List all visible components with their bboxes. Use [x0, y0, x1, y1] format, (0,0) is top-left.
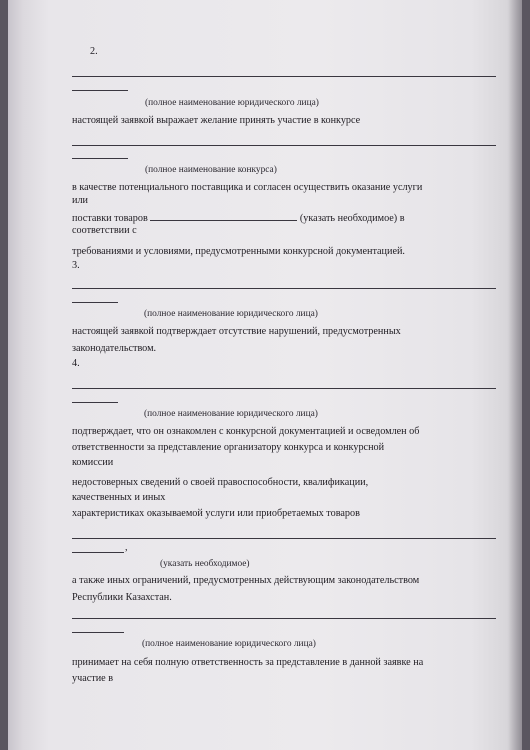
paragraph-2-line-4 [72, 211, 405, 225]
scanned-form-page [8, 0, 522, 750]
goods-supply-label: поставки товаров [72, 213, 148, 224]
caption-contest-name: (полное наименование конкурса) [145, 165, 277, 175]
paragraph-4-line-6: характеристиках оказываемой услуги или приобретаемых товаров [72, 508, 360, 519]
paragraph-5-line-1: принимает на себя полную ответственность за представление в данной заявке на [72, 657, 424, 668]
caption-entity-name-5: (полное наименование юридического лица) [142, 639, 316, 649]
specify-line [72, 538, 496, 539]
paragraph-4-line-2: ответственности за представление организатору конкурса и конкурсной [72, 442, 385, 453]
entity-name-line-3-cont [72, 302, 118, 303]
paragraph-2-line-2: в качестве потенциального поставщика и согласен осуществить оказание услуги [72, 182, 423, 193]
goods-blank [150, 211, 297, 221]
caption-entity-name: (полное наименование юридического лица) [145, 98, 319, 108]
entity-name-line-4-cont [72, 402, 118, 403]
paragraph-2-line-6: требованиями и условиями, предусмотренными конкурсной документацией. [72, 246, 405, 257]
item-number-4: 4. [72, 358, 80, 369]
paragraph-3-line-2: законодательством. [72, 343, 157, 354]
paragraph-5-line-2: участие в [72, 673, 114, 684]
specify-note-inline: (указать необходимое) в [299, 213, 405, 224]
contest-name-line-cont [72, 158, 128, 159]
paragraph-4-line-8: Республики Казахстан. [72, 592, 172, 603]
entity-name-line-2-cont [72, 90, 128, 91]
caption-entity-name-3: (полное наименование юридического лица) [144, 309, 318, 319]
item-number-2: 2. [90, 46, 98, 57]
paragraph-2-line-1: настоящей заявкой выражает желание принять участие в конкурсе [72, 115, 361, 126]
paragraph-2-line-3: или [72, 195, 88, 206]
paragraph-2-line-5: соответствии с [72, 225, 137, 236]
paragraph-4-line-4: недостоверных сведений о своей правоспособности, квалификации, [72, 477, 369, 488]
item-number-3: 3. [72, 260, 80, 271]
entity-name-line-2 [72, 76, 496, 77]
paragraph-4-line-1: подтверждает, что он ознакомлен с конкурсной документацией и осведомлен об [72, 426, 420, 437]
contest-name-line [72, 145, 496, 146]
paragraph-3-line-1: настоящей заявкой подтверждает отсутствие нарушений, предусмотренных [72, 326, 401, 337]
entity-name-line-4 [72, 388, 496, 389]
paragraph-4-line-3: комиссии [72, 457, 114, 468]
caption-specify: (указать необходимое) [160, 559, 250, 569]
paragraph-4-line-5: качественных и иных [72, 492, 166, 503]
caption-entity-name-4: (полное наименование юридического лица) [144, 409, 318, 419]
specify-line-cont [72, 552, 124, 553]
entity-name-line-3 [72, 288, 496, 289]
entity-name-line-5 [72, 618, 496, 619]
paragraph-4-line-7: а также иных ограничений, предусмотренных действующим законодательством [72, 575, 420, 586]
entity-name-line-5-cont [72, 632, 124, 633]
specify-comma: , [125, 542, 128, 553]
